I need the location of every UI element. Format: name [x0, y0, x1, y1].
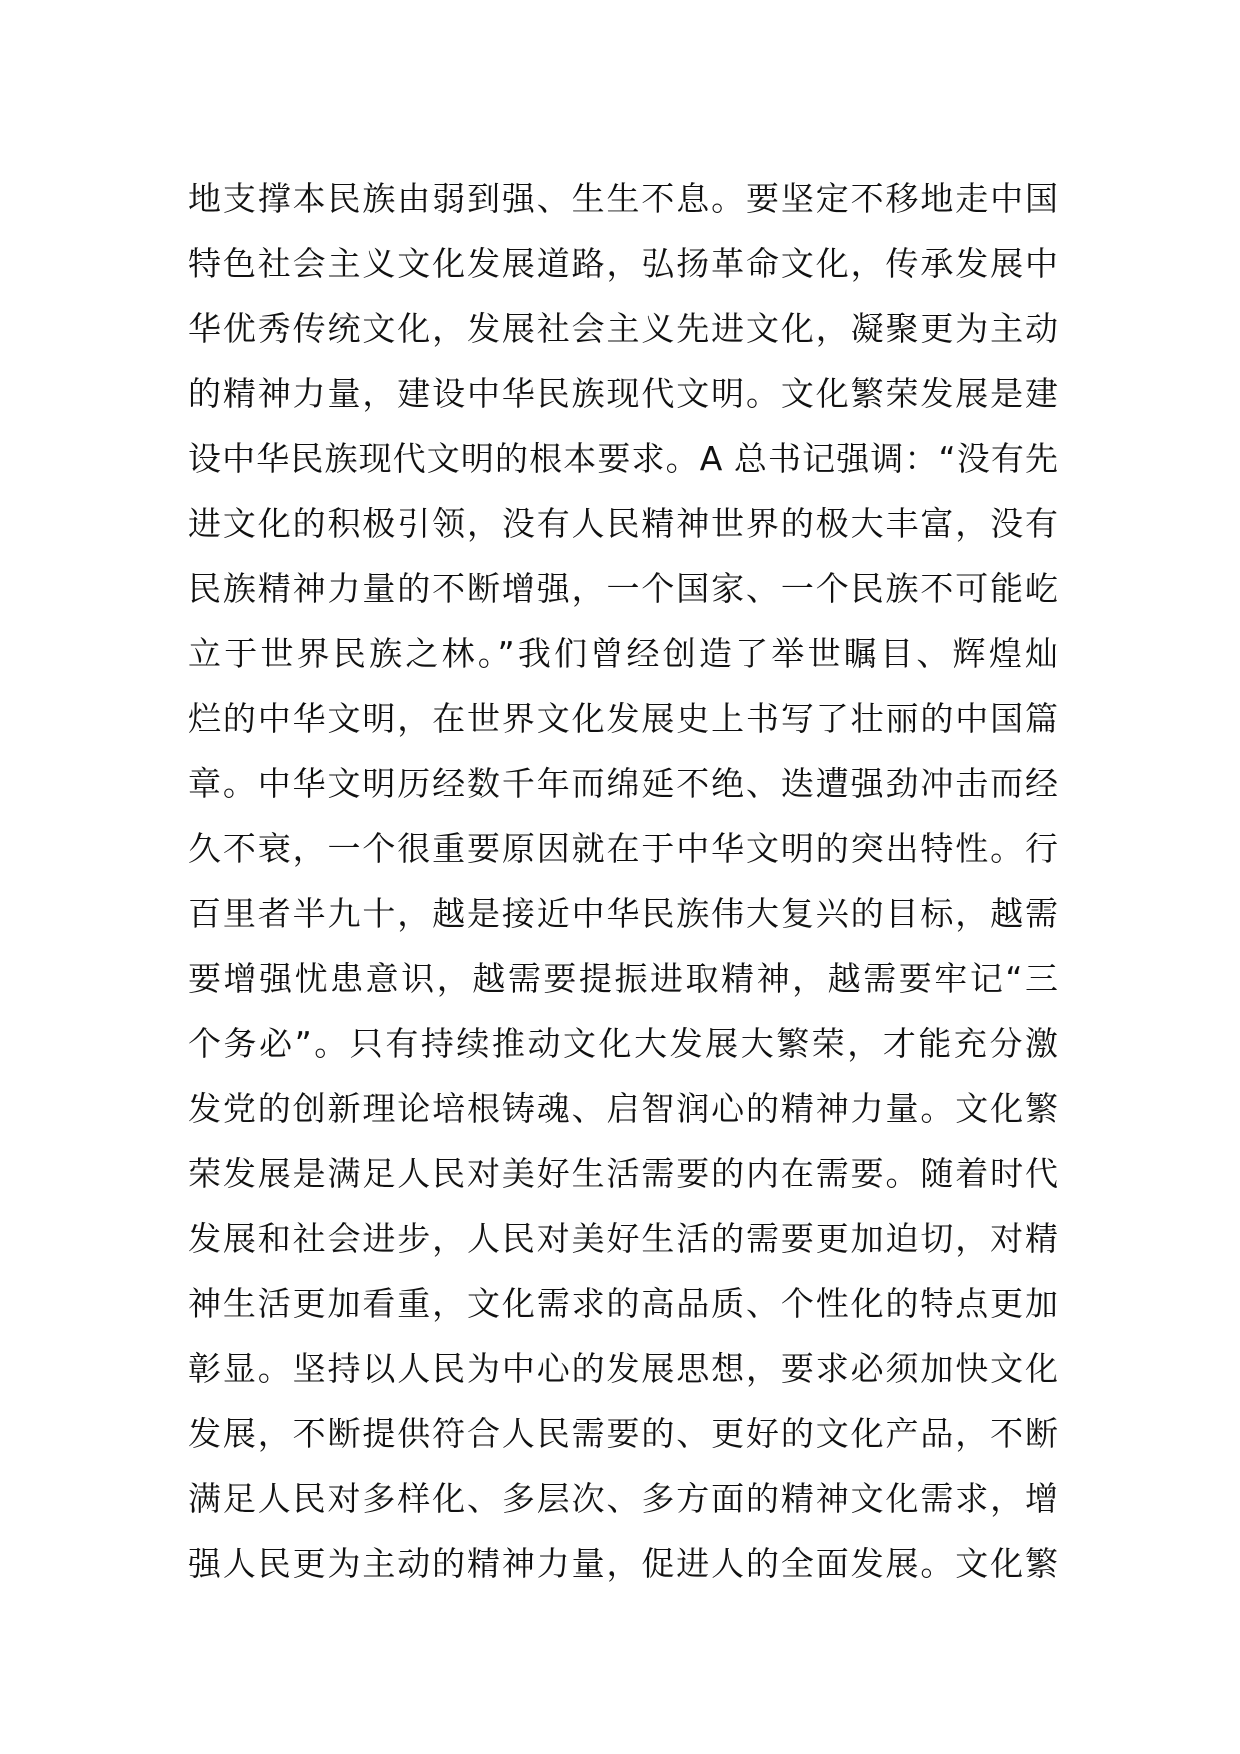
text-line: 要增强忧患意识，越需要提振进取精神，越需要牢记“三 — [188, 959, 1058, 998]
text-line: 华优秀传统文化，发展社会主义先进文化，凝聚更为主动 — [188, 309, 1058, 348]
text-line: 彰显。坚持以人民为中心的发展思想，要求必须加快文化 — [188, 1349, 1058, 1388]
text-line: 荣发展是满足人民对美好生活需要的内在需要。随着时代 — [188, 1154, 1058, 1193]
text-line: 发展，不断提供符合人民需要的、更好的文化产品，不断 — [188, 1414, 1058, 1453]
text-line: 民族精神力量的不断增强，一个国家、一个民族不可能屹 — [188, 569, 1058, 608]
text-line: 地支撑本民族由弱到强、生生不息。要坚定不移地走中国 — [188, 179, 1058, 218]
text-line: 进文化的积极引领，没有人民精神世界的极大丰富，没有 — [188, 504, 1058, 543]
text-line: 章。中华文明历经数千年而绵延不绝、迭遭强劲冲击而经 — [188, 764, 1058, 803]
text-line: 满足人民对多样化、多层次、多方面的精神文化需求，增 — [188, 1479, 1058, 1518]
text-line: 发展和社会进步，人民对美好生活的需要更加迫切，对精 — [188, 1219, 1058, 1258]
text-line: 久不衰，一个很重要原因就在于中华文明的突出特性。行 — [188, 829, 1058, 868]
text-line: 立于世界民族之林。”我们曾经创造了举世瞩目、辉煌灿 — [188, 634, 1058, 673]
text-line: 神生活更加看重，文化需求的高品质、个性化的特点更加 — [188, 1284, 1058, 1323]
text-line: 设中华民族现代文明的根本要求。A 总书记强调：“没有先 — [188, 439, 1058, 478]
text-line: 特色社会主义文化发展道路，弘扬革命文化，传承发展中 — [188, 244, 1058, 283]
text-line: 发党的创新理论培根铸魂、启智润心的精神力量。文化繁 — [188, 1089, 1058, 1128]
text-line: 个务必”。只有持续推动文化大发展大繁荣，才能充分激 — [188, 1024, 1058, 1063]
text-line: 烂的中华文明，在世界文化发展史上书写了壮丽的中国篇 — [188, 699, 1058, 738]
text-line: 的精神力量，建设中华民族现代文明。文化繁荣发展是建 — [188, 374, 1058, 413]
body-paragraph — [188, 166, 1058, 1596]
text-line: 百里者半九十，越是接近中华民族伟大复兴的目标，越需 — [188, 894, 1058, 933]
text-line: 强人民更为主动的精神力量，促进人的全面发展。文化繁 — [188, 1544, 1058, 1583]
